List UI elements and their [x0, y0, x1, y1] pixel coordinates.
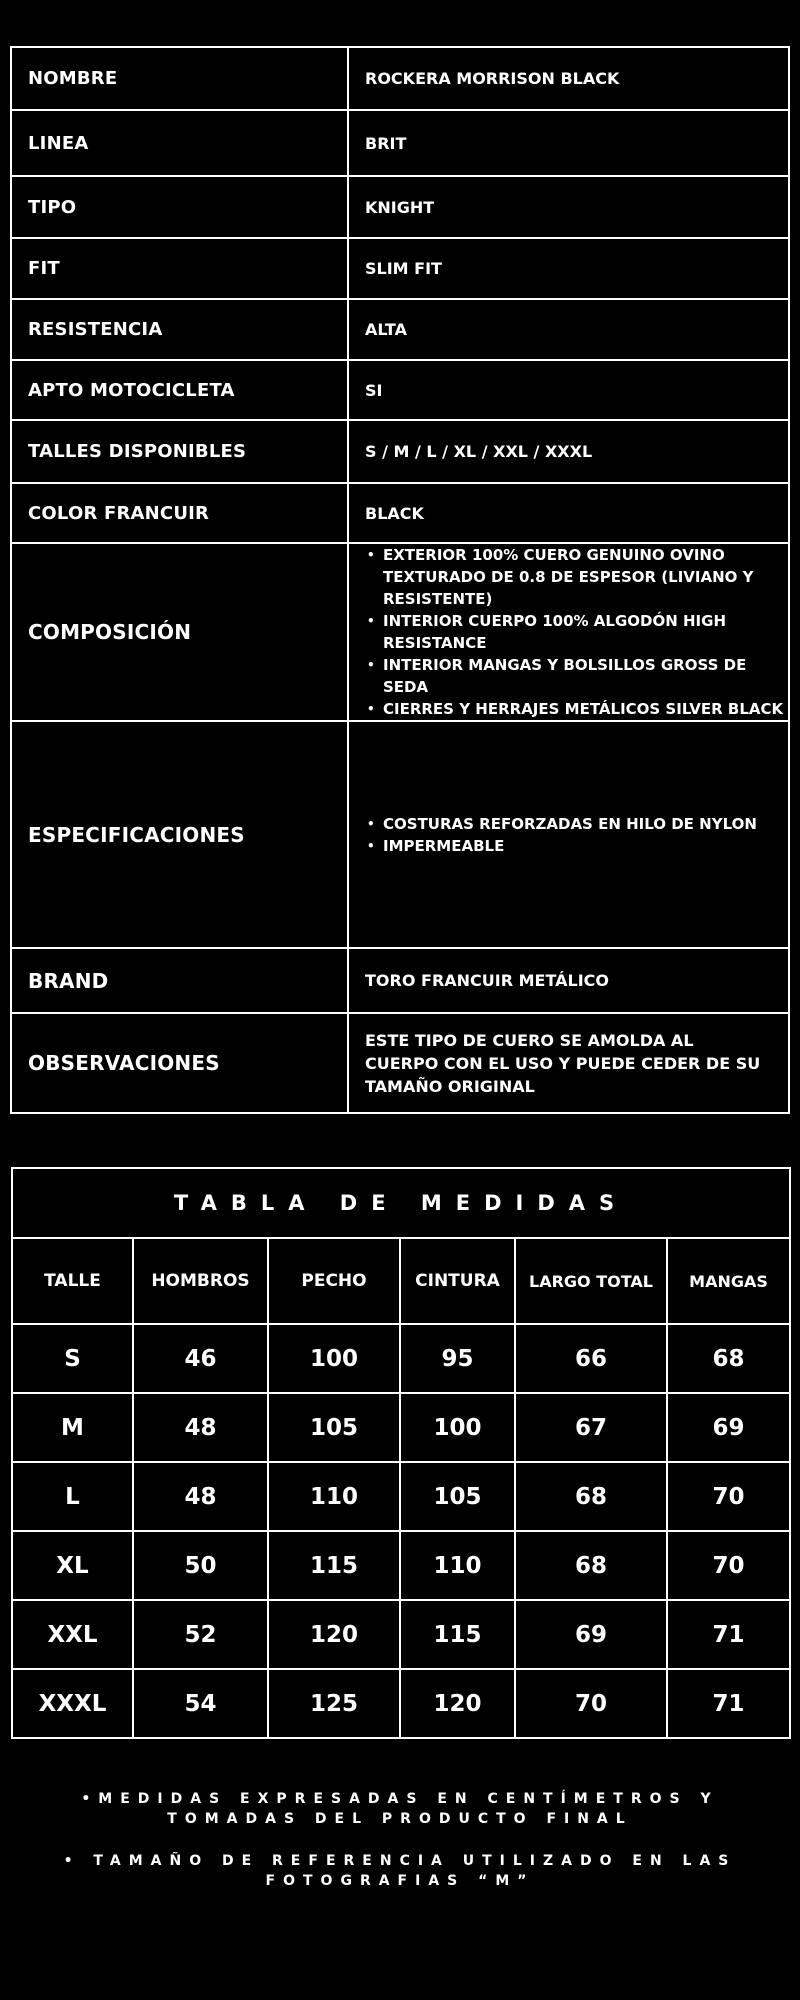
spec-value: TORO FRANCUIR METÁLICO: [348, 948, 789, 1013]
spec-key: BRAND: [11, 948, 348, 1013]
spec-key: NOMBRE: [11, 47, 348, 110]
spec-key: APTO MOTOCICLETA: [11, 360, 348, 420]
table-cell: 71: [667, 1669, 790, 1738]
note-measurements: •MEDIDAS EXPRESADAS EN CENTÍMETROS Y TOMADAS DEL PRODUCTO FINAL: [81, 1791, 719, 1827]
table-cell: 48: [133, 1462, 268, 1531]
table-cell: 71: [667, 1600, 790, 1669]
spec-row-talles: [11, 420, 789, 483]
spec-row-tipo: [11, 176, 789, 238]
table-row: [12, 1393, 790, 1462]
spec-row-fit: [11, 238, 789, 299]
table-cell: 70: [667, 1531, 790, 1600]
spec-key: ESPECIFICACIONES: [11, 721, 348, 948]
spec-row-composicion: [11, 543, 789, 721]
table-cell: 70: [515, 1669, 667, 1738]
list-item: • EXTERIOR 100% CUERO GENUINO OVINO TEXTURADO DE 0.8 DE ESPESOR (LIVIANO Y RESISTENTE): [367, 544, 784, 610]
spec-value: ALTA: [348, 299, 789, 360]
table-cell: 70: [667, 1462, 790, 1531]
table-row: [12, 1462, 790, 1531]
spec-value: [348, 543, 789, 721]
table-row: [12, 1531, 790, 1600]
table-cell: XL: [12, 1531, 133, 1600]
table-cell: 67: [515, 1393, 667, 1462]
spec-value: SLIM FIT: [348, 238, 789, 299]
spec-value: ROCKERA MORRISON BLACK: [348, 47, 789, 110]
spec-row-nombre: [11, 47, 789, 110]
column-header: CINTURA: [400, 1238, 515, 1324]
table-cell: 54: [133, 1669, 268, 1738]
table-cell: 125: [268, 1669, 400, 1738]
table-cell: 115: [400, 1600, 515, 1669]
composicion-list: [359, 544, 784, 720]
table-row: [12, 1324, 790, 1393]
table-cell: 120: [400, 1669, 515, 1738]
table-cell: 105: [268, 1393, 400, 1462]
table-cell: 69: [667, 1393, 790, 1462]
table-cell: S: [12, 1324, 133, 1393]
column-header: MANGAS: [667, 1238, 790, 1324]
table-cell: 50: [133, 1531, 268, 1600]
spec-key: OBSERVACIONES: [11, 1013, 348, 1113]
spec-value: BLACK: [348, 483, 789, 543]
spec-value: SI: [348, 360, 789, 420]
size-table: [11, 1167, 791, 1739]
table-cell: 68: [667, 1324, 790, 1393]
column-header: HOMBROS: [133, 1238, 268, 1324]
table-cell: 105: [400, 1462, 515, 1531]
size-table-title-row: [12, 1168, 790, 1238]
spec-key: COLOR FRANCUIR: [11, 483, 348, 543]
spec-value: BRIT: [348, 110, 789, 176]
list-item: • COSTURAS REFORZADAS EN HILO DE NYLON: [367, 813, 772, 835]
table-cell: 69: [515, 1600, 667, 1669]
size-table-title: TABLA DE MEDIDAS: [12, 1168, 790, 1238]
spec-row-apto-motocicleta: [11, 360, 789, 420]
list-item: • CIERRES Y HERRAJES METÁLICOS SILVER BLACK: [367, 698, 784, 720]
spec-key: LINEA: [11, 110, 348, 176]
table-cell: 46: [133, 1324, 268, 1393]
spec-row-linea: [11, 110, 789, 176]
spec-value: S / M / L / XL / XXL / XXXL: [348, 420, 789, 483]
list-item: • INTERIOR MANGAS Y BOLSILLOS GROSS DE SEDA: [367, 654, 784, 698]
spec-value: [348, 721, 789, 948]
table-row: [12, 1600, 790, 1669]
table-cell: 68: [515, 1462, 667, 1531]
table-cell: XXL: [12, 1600, 133, 1669]
table-cell: 48: [133, 1393, 268, 1462]
table-cell: 66: [515, 1324, 667, 1393]
table-cell: 110: [400, 1531, 515, 1600]
spec-row-color: [11, 483, 789, 543]
table-cell: M: [12, 1393, 133, 1462]
spec-value: [348, 1013, 789, 1113]
table-cell: 95: [400, 1324, 515, 1393]
spec-key: TALLES DISPONIBLES: [11, 420, 348, 483]
column-header: PECHO: [268, 1238, 400, 1324]
especificaciones-list: [359, 813, 772, 857]
spec-key: FIT: [11, 238, 348, 299]
spec-row-especificaciones: [11, 721, 789, 948]
table-cell: 115: [268, 1531, 400, 1600]
spec-row-observaciones: [11, 1013, 789, 1113]
table-cell: 68: [515, 1531, 667, 1600]
table-cell: 100: [400, 1393, 515, 1462]
spec-row-brand: [11, 948, 789, 1013]
table-cell: 100: [268, 1324, 400, 1393]
column-header: TALLE: [12, 1238, 133, 1324]
table-cell: 110: [268, 1462, 400, 1531]
table-cell: XXXL: [12, 1669, 133, 1738]
note-reference-size: • TAMAÑO DE REFERENCIA UTILIZADO EN LAS FOTOGRAFIAS “M”: [63, 1853, 737, 1889]
table-cell: L: [12, 1462, 133, 1531]
spec-key: RESISTENCIA: [11, 299, 348, 360]
spec-key: TIPO: [11, 176, 348, 238]
product-spec-table: [10, 46, 790, 1114]
table-cell: 52: [133, 1600, 268, 1669]
spec-key: COMPOSICIÓN: [11, 543, 348, 721]
spec-row-resistencia: [11, 299, 789, 360]
table-cell: 120: [268, 1600, 400, 1669]
table-row: [12, 1669, 790, 1738]
observaciones-text: ESTE TIPO DE CUERO SE AMOLDA AL CUERPO CON EL USO Y PUEDE CEDER DE SU TAMAÑO ORIGINAL: [365, 1030, 761, 1096]
list-item: • IMPERMEABLE: [367, 835, 772, 857]
size-table-header: [12, 1238, 790, 1324]
list-item: • INTERIOR CUERPO 100% ALGODÓN HIGH RESISTANCE: [367, 610, 784, 654]
spec-value: KNIGHT: [348, 176, 789, 238]
column-header: LARGO TOTAL: [515, 1238, 667, 1324]
